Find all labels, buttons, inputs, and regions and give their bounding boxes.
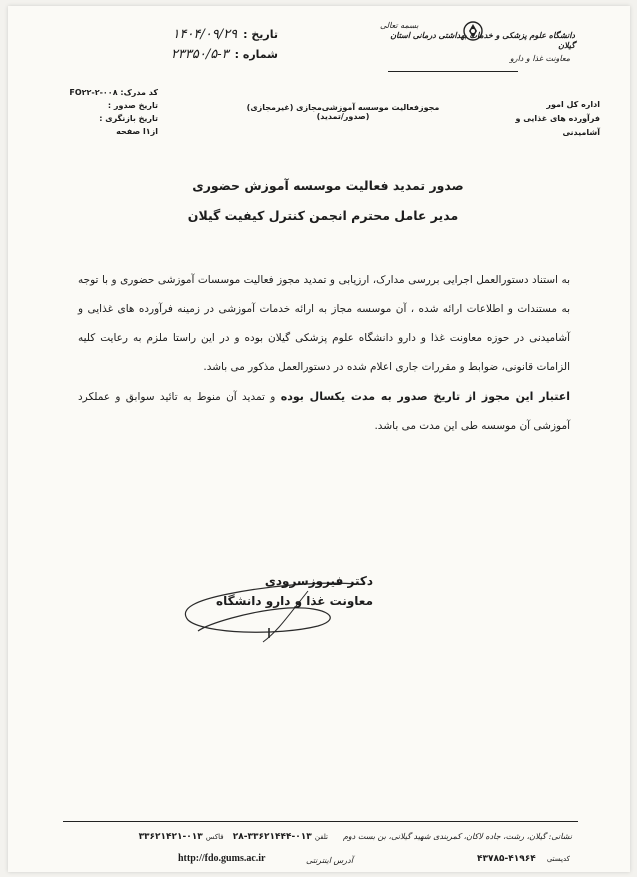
department-line-2: فرآورده های غذایی و آشامیدنی xyxy=(515,114,600,137)
department-line-1: اداره کل امور xyxy=(546,100,600,109)
letter-addressee: مدیر عامل محترم انجمن کنترل کیفیت گیلان xyxy=(187,208,459,223)
website-label: آدرس اینترنتی xyxy=(306,856,353,865)
deputy-name: معاونت غذا و دارو xyxy=(509,54,570,63)
footer-divider xyxy=(63,821,578,822)
signer-role: معاونت غذا و دارو دانشگاه xyxy=(216,594,373,608)
document-info xyxy=(38,86,158,138)
body-paragraph-2-rest: و تمدید آن منوط به تائید سوابق و عملکرد آموزشی آن موسسه طی این مدت می باشد. xyxy=(78,391,570,432)
fax-number: ۰۱۳-۳۳۶۲۱۴۲۱ xyxy=(138,832,203,842)
number-label: شماره : xyxy=(234,47,278,61)
date-row xyxy=(138,24,278,44)
body-paragraph-2 xyxy=(78,382,570,441)
document-subject: مجوزفعالیت موسسه آموزشی‌مجازی (غیرمجازی) (صدور/تمدید) xyxy=(246,103,440,121)
university-name: دانشگاه علوم پزشکی و خدمات بهداشتی درمانی استان گیلان xyxy=(390,30,575,50)
letter-body xyxy=(78,266,570,441)
department-block xyxy=(490,98,600,140)
date-value: ۱۴۰۴/۰۹/۲۹ xyxy=(172,26,238,42)
issue-date-label: تاریخ صدور : xyxy=(107,101,158,110)
review-date-label: تاریخ بازنگری : xyxy=(99,114,158,123)
body-paragraph-1: به استناد دستورالعمل اجرایی بررسی مدارک، ارزیابی و تمدید مجوز فعالیت موسسات آموزشی حضوری و با توجه به مستندات و اطلاعات ارائه شده ، آن موسسه مجاز به ارائه خدمات آموزشی در زمینه فرآورده های غذایی و آشامیدنی در حوزه معاونت غذا و دارو دانشگاه علوم پزشکی گیلان بوده و در این راستا ملزم به رعایت کلیه الزامات قانونی، ضوابط و مقررات جاری اعلام شده در دستورالعمل مذکور می باشد. xyxy=(78,274,570,373)
footer-postal xyxy=(380,854,570,864)
bismillah: بسمه تعالی xyxy=(380,21,419,30)
number-row xyxy=(138,44,278,64)
postal-code: ۴۱۹۶۴-۴۳۷۸۵ xyxy=(477,854,536,864)
header-divider xyxy=(388,71,518,72)
letter-page xyxy=(8,6,630,872)
phone-number: ۰۱۳-۳۳۶۲۱۴۴۴-۲۸ xyxy=(232,832,312,842)
letter-title: صدور تمدید فعالیت موسسه آموزش حضوری xyxy=(192,178,464,193)
phone-label: تلفن xyxy=(314,833,328,841)
number-value: ۲۳۳۵۰/۵-۳ xyxy=(170,46,229,62)
letter-meta xyxy=(138,24,278,64)
postal-label: کدپستی xyxy=(546,855,570,863)
footer-contacts xyxy=(138,832,328,842)
date-label: تاریخ : xyxy=(243,27,278,41)
signer-name: دکتر فیروزسرودی xyxy=(264,574,373,588)
website-link[interactable]: http://fdo.gums.ac.ir xyxy=(178,853,266,864)
page-count: از۱ا صفحه xyxy=(116,127,158,136)
footer-address: نشانی: گیلان، رشت، جاده لاکان، کمربندی شهید گیلانی، بن بست دوم xyxy=(342,832,572,841)
validity-statement: اعتبار این مجوز از تاریخ صدور به مدت یکسال بوده xyxy=(280,390,570,403)
fax-label: فاکس xyxy=(205,833,224,841)
document-code: کد مدرک: ۰۰۸-FO۲۲-۲ xyxy=(69,88,158,97)
signature-block xyxy=(183,574,373,608)
